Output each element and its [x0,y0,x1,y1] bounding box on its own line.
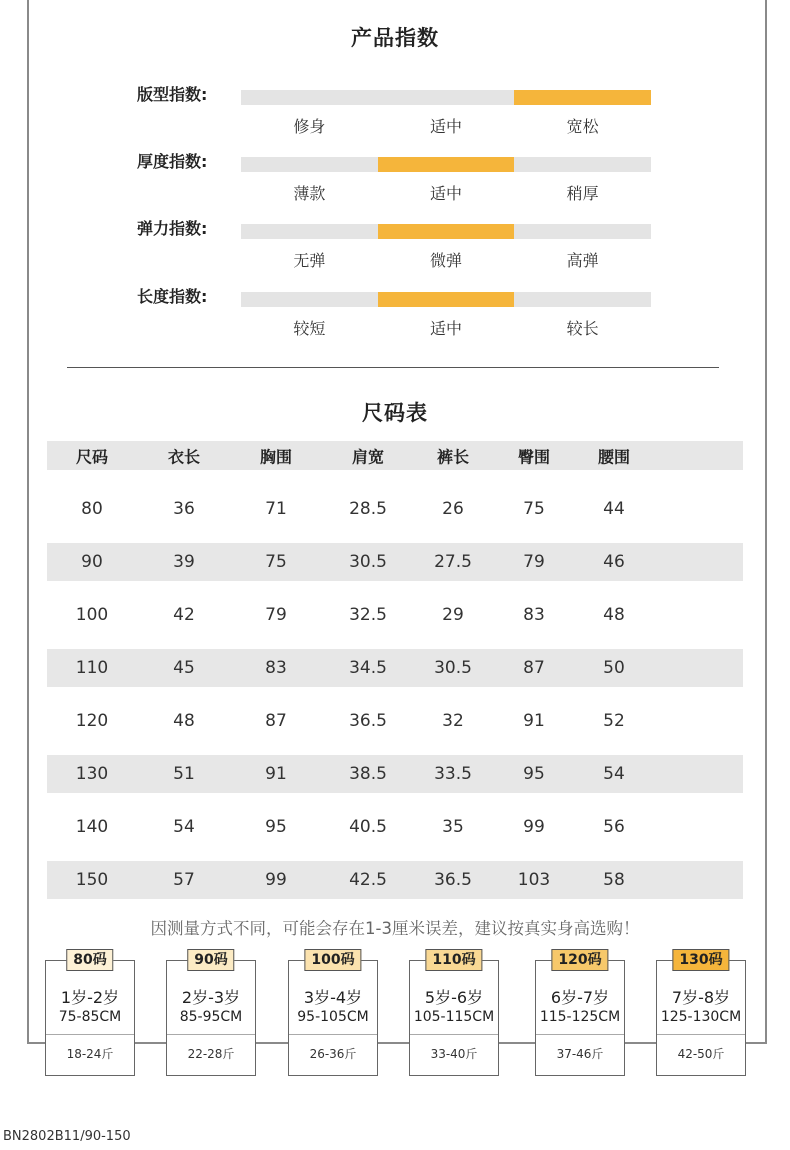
index-option-label: 宽松 [566,117,599,136]
size-card-weight: 42-50斤 [677,1047,725,1061]
size-card-tag: 100码 [304,949,361,971]
index-bar-segment [378,292,515,307]
index-option-label: 修身 [293,117,326,136]
size-card-weight: 26-36斤 [309,1047,357,1061]
index-row [0,219,790,284]
table-row [47,801,743,854]
table-cell: 110 [75,658,109,678]
index-bar [241,90,651,105]
table-header-cell: 衣长 [167,447,201,466]
table-cell: 36.5 [349,711,387,731]
size-card-tag: 110码 [425,949,482,971]
size-card-height: 115-125CM [539,1009,621,1025]
index-option-label: 无弹 [293,251,326,270]
table-cell: 130 [75,764,109,784]
size-card-tag: 120码 [551,949,608,971]
table-cell: 87 [523,658,545,678]
size-card [288,952,378,1076]
index-bar-segment [514,90,651,105]
table-cell: 103 [517,870,551,890]
index-bar-segment [241,157,378,172]
index-options [241,181,651,204]
index-label: 长度指数: [137,287,208,306]
table-row [47,649,743,687]
table-header-cell: 肩宽 [351,447,385,466]
table-cell: 44 [603,499,625,519]
table-cell: 95 [265,817,287,837]
table-row [47,483,743,536]
index-option-label: 微弹 [430,251,463,270]
table-cell: 48 [603,605,625,625]
size-card [166,952,256,1076]
section-divider [67,367,719,368]
index-option-label: 较短 [293,319,326,338]
table-cell: 42 [173,605,195,625]
size-card-height: 95-105CM [297,1009,369,1025]
table-header-cell: 尺码 [75,447,109,466]
table-cell: 95 [523,764,545,784]
index-option-label: 较长 [566,319,599,338]
table-cell: 28.5 [349,499,387,519]
index-bar-segment [241,90,378,105]
size-card-tag: 130码 [672,949,729,971]
table-cell: 90 [81,552,103,572]
table-row [47,861,743,899]
table-cell: 71 [265,499,287,519]
table-cell: 120 [75,711,109,731]
table-cell: 83 [265,658,287,678]
table-cell: 33.5 [434,764,472,784]
table-cell: 83 [523,605,545,625]
size-card-height: 105-115CM [413,1009,495,1025]
size-card-age: 5岁-6岁 [424,988,484,1007]
table-cell: 32.5 [349,605,387,625]
index-option-label: 适中 [430,319,463,338]
index-bar-segment [378,224,515,239]
index-label: 厚度指数: [137,152,208,171]
index-bar-segment [378,90,515,105]
table-cell: 35 [442,817,464,837]
index-bar-segment [241,224,378,239]
table-header-cell: 裤长 [436,447,470,466]
table-cell: 140 [75,817,109,837]
index-row [0,85,790,150]
table-header-cell: 胸围 [259,447,293,466]
size-card [535,952,625,1076]
index-bar-segment [378,157,515,172]
table-cell: 27.5 [434,552,472,572]
table-cell: 46 [603,552,625,572]
index-options [241,316,651,339]
size-card-divider [167,1034,255,1035]
size-card-tag: 90码 [187,949,234,971]
size-card-divider [657,1034,745,1035]
index-option-label: 高弹 [566,251,599,270]
measurement-note: 因测量方式不同，可能会存在1-3厘米误差，建议按真实身高选购！ [150,919,640,938]
table-cell: 50 [603,658,625,678]
size-card-divider [46,1034,134,1035]
table-cell: 99 [265,870,287,890]
table-cell: 38.5 [349,764,387,784]
table-cell: 40.5 [349,817,387,837]
table-cell: 26 [442,499,464,519]
table-header [47,441,743,470]
table-cell: 58 [603,870,625,890]
table-cell: 91 [523,711,545,731]
index-bar [241,157,651,172]
table-header-cell: 腰围 [597,447,631,466]
table-row [47,755,743,793]
index-bar [241,292,651,307]
size-card-divider [289,1034,377,1035]
size-card-tag: 80码 [66,949,113,971]
table-cell: 34.5 [349,658,387,678]
table-cell: 54 [173,817,195,837]
table-cell: 29 [442,605,464,625]
table-cell: 52 [603,711,625,731]
size-card-divider [410,1034,498,1035]
size-card-age: 1岁-2岁 [60,988,120,1007]
index-option-label: 薄款 [293,184,326,203]
table-cell: 36.5 [434,870,472,890]
table-cell: 30.5 [349,552,387,572]
table-cell: 150 [75,870,109,890]
size-card [656,952,746,1076]
size-card [45,952,135,1076]
table-cell: 45 [173,658,195,678]
table-cell: 51 [173,764,195,784]
table-row [47,695,743,748]
table-row [47,543,743,581]
index-label: 版型指数: [137,85,208,104]
table-cell: 32 [442,711,464,731]
table-cell: 75 [265,552,287,572]
size-card-weight: 33-40斤 [430,1047,478,1061]
table-cell: 87 [265,711,287,731]
table-cell: 79 [523,552,545,572]
table-cell: 80 [81,499,103,519]
table-cell: 48 [173,711,195,731]
table-cell: 39 [173,552,195,572]
index-bar-segment [241,292,378,307]
product-index-title: 产品指数 [351,26,439,50]
size-card-weight: 18-24斤 [66,1047,114,1061]
size-chart-title: 尺码表 [362,401,428,425]
size-card-divider [536,1034,624,1035]
size-card-age: 2岁-3岁 [181,988,241,1007]
index-option-label: 稍厚 [566,184,599,203]
index-option-label: 适中 [430,184,463,203]
index-bar-segment [514,224,651,239]
table-cell: 100 [75,605,109,625]
table-cell: 57 [173,870,195,890]
product-code: BN2802B11/90-150 [3,1129,131,1144]
index-option-label: 适中 [430,117,463,136]
size-card-age: 7岁-8岁 [671,988,731,1007]
table-cell: 36 [173,499,195,519]
table-cell: 99 [523,817,545,837]
index-options [241,248,651,271]
size-card-age: 3岁-4岁 [303,988,363,1007]
size-card-height: 125-130CM [660,1009,742,1025]
index-label: 弹力指数: [137,219,208,238]
index-options [241,114,651,137]
index-bar [241,224,651,239]
size-card-height: 75-85CM [58,1009,122,1025]
size-card-age: 6岁-7岁 [550,988,610,1007]
table-cell: 79 [265,605,287,625]
table-row [47,589,743,642]
size-card-weight: 22-28斤 [187,1047,235,1061]
index-row [0,152,790,217]
table-cell: 54 [603,764,625,784]
size-card [409,952,499,1076]
table-cell: 91 [265,764,287,784]
index-row [0,287,790,352]
size-card-height: 85-95CM [179,1009,243,1025]
table-cell: 42.5 [349,870,387,890]
table-cell: 30.5 [434,658,472,678]
table-header-cell: 臀围 [517,447,551,466]
index-bar-segment [514,157,651,172]
table-cell: 56 [603,817,625,837]
index-bar-segment [514,292,651,307]
size-card-weight: 37-46斤 [556,1047,604,1061]
table-cell: 75 [523,499,545,519]
